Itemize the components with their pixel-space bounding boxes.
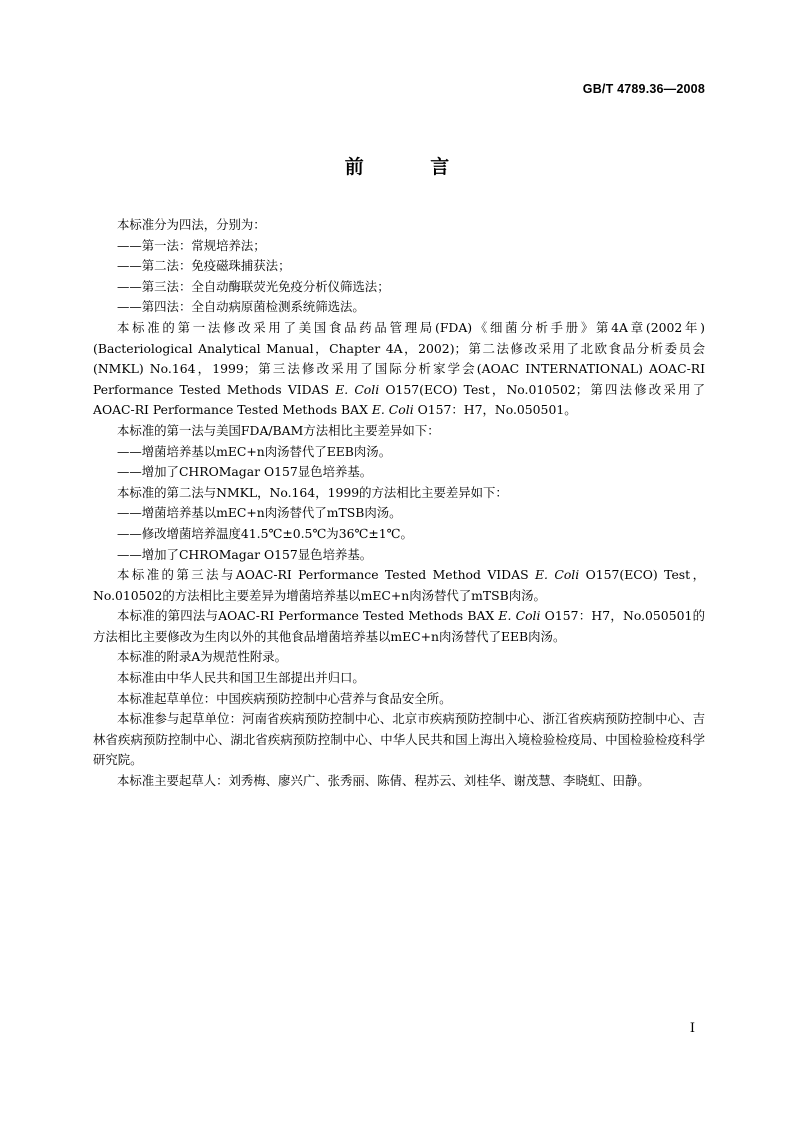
paragraph-appendix: 本标准的附录A为规范性附录。 xyxy=(117,649,288,665)
page-title: 前 言 xyxy=(344,156,480,178)
paragraph-drafters: 本标准主要起草人：刘秀梅、廖兴广、张秀丽、陈倩、程苏云、刘桂华、谢茂慧、李晓虹、田静。 xyxy=(117,773,650,789)
paragraph-method-2-diff: 本标准的第二法与NMKL，No.164，1999的方法相比主要差异如下： xyxy=(117,484,508,500)
list-item: ——增菌培养基以mEC+n肉汤替代了mTSB肉汤。 xyxy=(117,505,402,521)
preface-body xyxy=(93,215,705,792)
list-item: ——修改增菌培养温度41.5℃±0.5℃为36℃±1℃。 xyxy=(117,525,413,541)
list-item-method-4: ——第四法：全自动病原菌检测系统筛选法。 xyxy=(117,299,365,315)
paragraph-drafting-unit: 本标准起草单位：中国疾病预防控制中心营养与食品安全所。 xyxy=(117,690,452,706)
list-item-method-1: ——第一法：常规培养法； xyxy=(117,237,266,253)
list-item: ——增菌培养基以mEC+n肉汤替代了EEB肉汤。 xyxy=(117,443,392,459)
paragraph-method-4-diff: 本标准的第四法与AOAC-RI Performance Tested Methods BAX E. Coli O157：H7，No.050501的方法相比主要修改为生肉以外的其他食品增菌培养基以mEC+n肉汤替代了EEB肉汤。 xyxy=(93,608,705,644)
paragraph-intro: 本标准分为四法，分别为： xyxy=(117,217,266,232)
standard-code: GB/T 4789.36—2008 xyxy=(582,82,705,96)
list-item-method-3: ——第三法：全自动酶联荧光免疫分析仪筛选法； xyxy=(117,278,390,294)
paragraph-adoption: 本标准的第一法修改采用了美国食品药品管理局(FDA)《细菌分析手册》第4A章(2002年)(Bacteriological Analytical Manual，Chapter 4A，2002)；第二法修改采用了北欧食品分析委员会(NMKL) No.164，1999；第三法修改采用了国际分析家学会(AOAC INTERNATIONAL) AOAC-RI Performance Tested Methods VIDAS E. Coli O157(ECO) Test，No.010502；第四法修改采用了AOAC-RI Performance Tested Methods BAX E. Coli O157：H7，No.050501。 xyxy=(93,319,705,418)
list-item: ——增加了CHROMagar O157显色培养基。 xyxy=(117,464,373,480)
paragraph-method-1-diff: 本标准的第一法与美国FDA/BAM方法相比主要差异如下： xyxy=(117,422,440,438)
list-item: ——增加了CHROMagar O157显色培养基。 xyxy=(117,546,373,562)
paragraph-participating-units: 本标准参与起草单位：河南省疾病预防控制中心、北京市疾病预防控制中心、浙江省疾病预防控制中心、吉林省疾病预防控制中心、湖北省疾病预防控制中心、中华人民共和国上海出入境检验检疫局、中国检验检疫科学研究院。 xyxy=(93,711,705,768)
paragraph-method-3-diff: 本标准的第三法与AOAC-RI Performance Tested Method VIDAS E. Coli O157(ECO) Test，No.010502的方法相比主要差异为增菌培养基以mEC+n肉汤替代了mTSB肉汤。 xyxy=(93,567,705,603)
list-item-method-2: ——第二法：免疫磁珠捕获法； xyxy=(117,258,291,274)
paragraph-proposer: 本标准由中华人民共和国卫生部提出并归口。 xyxy=(117,670,365,686)
page-number: I xyxy=(689,1021,695,1036)
